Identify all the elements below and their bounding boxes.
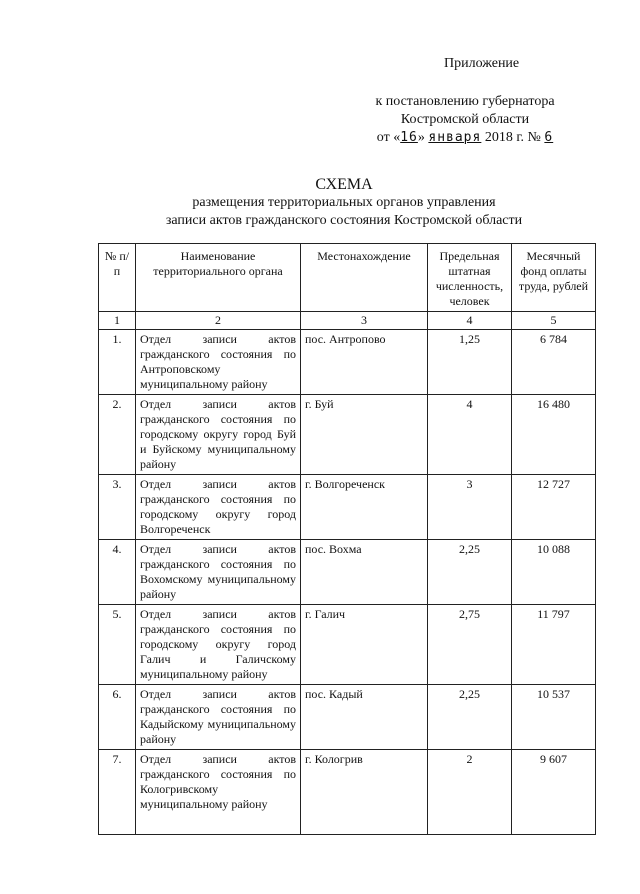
row-location: пос. Вохма: [301, 540, 428, 605]
header-no: № п/п: [99, 244, 136, 312]
row-location: г. Буй: [301, 395, 428, 475]
row-staff: 2: [428, 750, 512, 835]
row-number: 7.: [99, 750, 136, 835]
row-number: 5.: [99, 605, 136, 685]
row-fund: 10 537: [512, 685, 596, 750]
table-row: [99, 395, 596, 475]
approval-block: [330, 93, 600, 147]
document-title-block: [100, 176, 588, 230]
table-row: [99, 475, 596, 540]
row-fund: 12 727: [512, 475, 596, 540]
header-fund: Месячный фонд оплаты труда, рублей: [512, 244, 596, 312]
row-number: 1.: [99, 330, 136, 395]
row-location: пос. Антропово: [301, 330, 428, 395]
header-staff: Предельная штатная численность, человек: [428, 244, 512, 312]
table-row: [99, 330, 596, 395]
column-number: 4: [428, 312, 512, 330]
row-number: 4.: [99, 540, 136, 605]
date-mid: »: [417, 130, 425, 145]
date-year: 2018 г. №: [484, 130, 541, 145]
column-number: 2: [136, 312, 301, 330]
date-day: 16: [400, 130, 418, 145]
row-number: 3.: [99, 475, 136, 540]
header-location: Местонахождение: [301, 244, 428, 312]
row-name: Отдел записи актов гражданского состояния по городскому округу город Волгореченск: [136, 475, 301, 540]
row-location: г. Галич: [301, 605, 428, 685]
row-name: Отдел записи актов гражданского состояния по Кологривскому муниципальному району: [136, 750, 301, 835]
table-row: [99, 685, 596, 750]
date-number: 6: [544, 130, 554, 145]
column-number-row: [99, 312, 596, 330]
document-subtitle-line-2: записи актов гражданского состояния Костромской области: [165, 213, 523, 228]
document-title: СХЕМА: [315, 176, 373, 193]
row-fund: 11 797: [512, 605, 596, 685]
column-number: 3: [301, 312, 428, 330]
appendix-label: Приложение: [444, 56, 520, 71]
column-number: 5: [512, 312, 596, 330]
schema-table: [98, 243, 596, 835]
row-staff: 2,25: [428, 540, 512, 605]
row-location: г. Волгореченск: [301, 475, 428, 540]
row-number: 6.: [99, 685, 136, 750]
row-location: г. Кологрив: [301, 750, 428, 835]
header-name: Наименование территориального органа: [136, 244, 301, 312]
row-staff: 4: [428, 395, 512, 475]
table-row: [99, 540, 596, 605]
date-prefix: от «: [376, 130, 401, 145]
row-fund: 10 088: [512, 540, 596, 605]
date-month: января: [428, 130, 482, 145]
row-staff: 3: [428, 475, 512, 540]
row-staff: 2,25: [428, 685, 512, 750]
row-name: Отдел записи актов гражданского состояния по городскому округу город Галич и Галичскому муниципальному району: [136, 605, 301, 685]
row-location: пос. Кадый: [301, 685, 428, 750]
row-fund: 9 607: [512, 750, 596, 835]
row-name: Отдел записи актов гражданского состояния по Вохомскому муниципальному району: [136, 540, 301, 605]
row-fund: 16 480: [512, 395, 596, 475]
approval-line-2: Костромской области: [400, 112, 530, 127]
row-name: Отдел записи актов гражданского состояния по Кадыйскому муниципальному району: [136, 685, 301, 750]
row-name: Отдел записи актов гражданского состояния по городскому округу город Буй и Буйскому муниципальному району: [136, 395, 301, 475]
table-row: [99, 605, 596, 685]
row-name: Отдел записи актов гражданского состояния по Антроповскому муниципальному району: [136, 330, 301, 395]
row-staff: 1,25: [428, 330, 512, 395]
document-subtitle-line-1: размещения территориальных органов управления: [192, 195, 496, 210]
table-header-row: [99, 244, 596, 312]
column-number: 1: [99, 312, 136, 330]
row-staff: 2,75: [428, 605, 512, 685]
table-row: [99, 750, 596, 835]
row-fund: 6 784: [512, 330, 596, 395]
approval-date-line: [330, 129, 600, 147]
row-number: 2.: [99, 395, 136, 475]
approval-line-1: к постановлению губернатора: [375, 94, 555, 109]
